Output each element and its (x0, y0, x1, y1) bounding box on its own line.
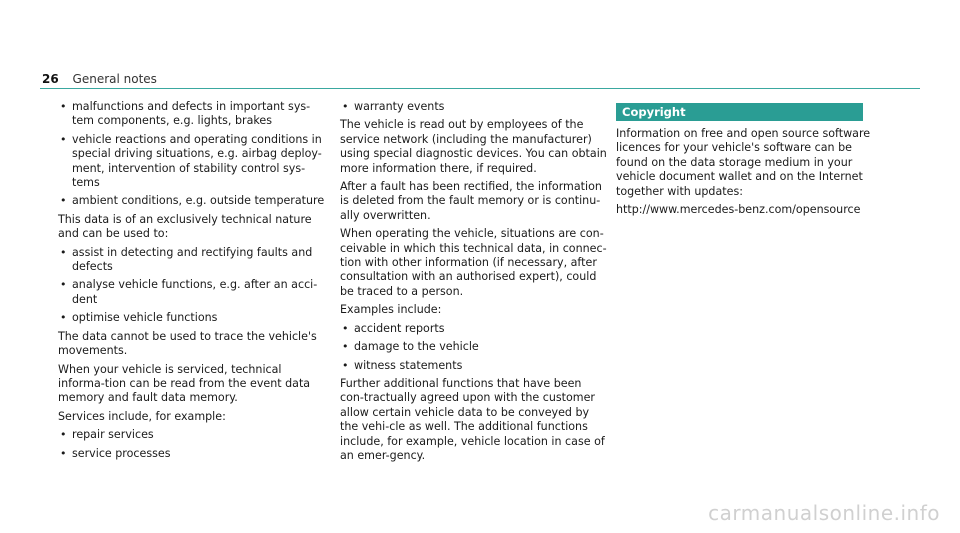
paragraph: Services include, for example: (58, 409, 226, 423)
column-left (58, 100, 328, 465)
list-item: • optimise vehicle functions (58, 311, 328, 325)
list-item: • damage to the vehicle (340, 340, 608, 354)
list-item: • malfunctions and defects in important sys-tem components, e.g. lights, brakes (58, 100, 328, 129)
list-item: • ambient conditions, e.g. outside temperature (58, 194, 328, 208)
paragraph: The data cannot be used to trace the vehicle's movements. (58, 329, 317, 358)
bullet-list (340, 322, 608, 373)
paragraph: When operating the vehicle, situations are con-ceivable in which this technical data, in connec-tion with other information (if necessary, after consultation with an authorised expert), could be traced to a person. (340, 227, 607, 298)
list-item: • witness statements (340, 359, 608, 373)
list-item: • warranty events (340, 100, 608, 114)
list-item: • repair services (58, 428, 328, 442)
list-item: • assist in detecting and rectifying faults and defects (58, 246, 328, 275)
paragraph: After a fault has been rectified, the information is deleted from the fault memory or is continu-ally overwritten. (340, 180, 602, 222)
header-rule (40, 88, 920, 89)
paragraph: This data is of an exclusively technical nature and can be used to: (58, 212, 312, 241)
column-middle (340, 100, 608, 467)
bullet-list (58, 100, 328, 209)
copyright-heading: Copyright (616, 103, 863, 121)
paragraph: Further additional functions that have been con-tractually agreed upon with the customer allow certain vehicle data to be conveyed by the vehi-cle as well. The additional functions include, for example, vehicle location in case of an emer-gency. (340, 376, 605, 462)
page-number: 26 (42, 72, 59, 86)
paragraph: The vehicle is read out by employees of the service network (including the manufacturer) using special diagnostic devices. You can obtain more information there, if required. (340, 118, 607, 175)
list-item: • service processes (58, 447, 328, 461)
section-title: General notes (72, 72, 157, 86)
paragraph: Information on free and open source software licences for your vehicle's software can be found on the data storage medium in your vehicle document wallet and on the Internet together with updates: (616, 127, 871, 198)
watermark: carmanualsonline.info (708, 501, 940, 525)
paragraph: When your vehicle is serviced, technical informa-tion can be read from the event data memory and fault data memory. (58, 362, 311, 405)
list-item: • analyse vehicle functions, e.g. after an acci-dent (58, 278, 328, 307)
bullet-list (58, 246, 328, 326)
list-item: • vehicle reactions and operating conditions in special driving situations, e.g. airbag deploy-ment, intervention of stability control sys-tems (58, 133, 328, 191)
bullet-list (58, 428, 328, 461)
list-item: • accident reports (340, 322, 608, 336)
bullet-list (340, 100, 608, 114)
opensource-url: http://www.mercedes-benz.com/opensource (616, 203, 861, 217)
paragraph: Examples include: (340, 303, 442, 317)
column-right (616, 103, 876, 221)
page-header (42, 72, 157, 86)
